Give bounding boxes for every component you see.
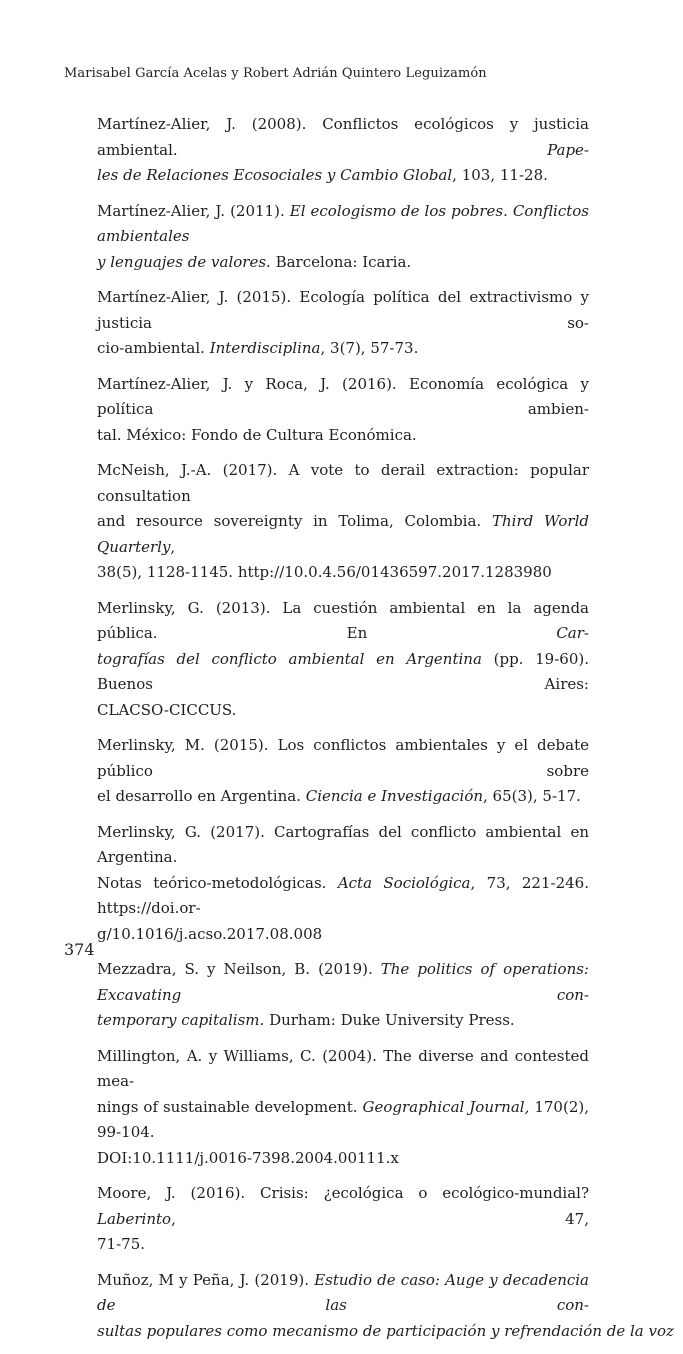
reference-italic-segment: Acta Sociológica <box>337 873 471 892</box>
reference-line <box>97 163 589 189</box>
reference-text-segment: el desarrollo en Argentina. <box>97 787 306 805</box>
reference-line <box>97 423 589 449</box>
reference-line <box>97 871 589 922</box>
reference-italic-segment: Laberinto <box>97 1209 172 1228</box>
reference-text-segment: Merlinsky, M. (2015). Los conflictos ambientales y el debate público sobre <box>97 736 589 780</box>
reference-text-segment: (pp. 19-60). Buenos Aires: <box>97 649 589 693</box>
reference-text-segment: 71-75. <box>97 1235 146 1253</box>
reference-line <box>97 1008 589 1034</box>
reference-entry <box>97 1268 674 1345</box>
reference-text-segment: , 65(3), 5-17. <box>483 787 581 805</box>
reference-text-segment: Moore, J. (2016). Crisis: ¿ecológica o ecológico-mundial? <box>97 1184 589 1202</box>
reference-line <box>97 112 589 163</box>
reference-italic-segment: El ecologismo de los pobres. Conflictos ambientales <box>97 201 589 245</box>
reference-text-segment: Barcelona: Icaria. <box>270 252 412 271</box>
reference-italic-segment: y lenguajes de valores. <box>97 252 271 271</box>
reference-entry <box>97 1044 589 1172</box>
reference-line <box>97 285 589 336</box>
reference-entry <box>97 596 589 724</box>
reference-line <box>97 1044 589 1095</box>
reference-italic-segment: Car- <box>556 624 589 642</box>
reference-text-segment: and resource sovereignty in Tolima, Colombia. <box>97 512 492 530</box>
reference-text-segment: tal. México: Fondo de Cultura Económica. <box>97 425 417 444</box>
reference-italic-segment: Ciencia e Investigación <box>305 787 484 805</box>
reference-entry <box>97 733 589 810</box>
reference-line <box>97 698 589 724</box>
reference-line <box>97 1268 589 1319</box>
reference-line <box>97 596 589 647</box>
reference-text-segment: Martínez-Alier, J. y Roca, J. (2016). Economía ecológica y política ambien- <box>97 374 589 418</box>
reference-line <box>97 1146 589 1172</box>
reference-italic-segment: sultas populares como mecanismo de participación y refrendación de la voz <box>97 1321 674 1340</box>
reference-text-segment: nings of sustainable development. <box>97 1097 363 1116</box>
reference-line <box>97 820 589 871</box>
reference-entry <box>97 199 589 276</box>
reference-italic-segment: The politics of operations: Excavating con- <box>97 960 589 1004</box>
reference-text-segment: Muñoz, M y Peña, J. (2019). <box>97 1270 315 1289</box>
reference-line <box>97 509 589 560</box>
reference-list <box>97 112 674 1354</box>
reference-entry <box>97 285 589 362</box>
reference-text-segment: 170(2), 99-104. <box>97 1097 589 1141</box>
reference-italic-segment: les de Relaciones Ecosociales y Cambio Global <box>97 166 453 184</box>
reference-text-segment: McNeish, J.-A. (2017). A vote to derail extraction: popular consultation <box>97 461 589 505</box>
reference-line <box>97 1181 589 1232</box>
reference-text-segment: , <box>170 537 176 556</box>
reference-line <box>97 560 589 586</box>
reference-text-segment: Notas teórico-metodológicas. <box>97 873 338 892</box>
reference-text-segment: Mezzadra, S. y Neilson, B. (2019). <box>97 960 381 978</box>
reference-entry <box>97 1181 589 1258</box>
reference-text-segment: Martínez-Alier, J. (2011). <box>97 201 290 220</box>
reference-text-segment: Martínez-Alier, J. (2008). Conflictos ecológicos y justicia ambiental. <box>97 115 589 159</box>
reference-entry <box>97 112 589 189</box>
reference-text-segment: DOI:10.1111/j.0016-7398.2004.00111.x <box>97 1148 399 1167</box>
reference-text-segment: CLACSO-CICCUS. <box>97 700 237 719</box>
reference-line <box>97 336 589 362</box>
reference-italic-segment: Interdisciplina <box>209 339 321 357</box>
reference-entry <box>97 957 589 1034</box>
reference-text-segment: 38(5), 1128-1145. http://10.0.4.56/01436597.2017.1283980 <box>97 563 552 581</box>
reference-line <box>97 199 589 250</box>
reference-line <box>97 957 589 1008</box>
reference-entry <box>97 372 589 449</box>
running-header: Marisabel García Acelas y Robert Adrián Quintero Leguizamón <box>64 66 487 81</box>
reference-text-segment: Durham: Duke University Press. <box>264 1011 515 1029</box>
reference-italic-segment: Pape- <box>547 140 589 159</box>
reference-line <box>97 1095 589 1146</box>
reference-text-segment: , 73, 221-246. https://doi.or- <box>97 873 589 917</box>
reference-text-segment: Merlinsky, G. (2017). Cartografías del conflicto ambiental en Argentina. <box>97 822 589 866</box>
reference-italic-segment: temporary capitalism. <box>97 1011 265 1029</box>
reference-text-segment: Martínez-Alier, J. (2015). Ecología política del extractivismo y justicia so- <box>97 288 589 332</box>
reference-line <box>97 1232 589 1258</box>
reference-line <box>97 922 589 948</box>
reference-text-segment: , 3(7), 57-73. <box>320 339 419 357</box>
reference-italic-segment: Third World Quarterly <box>97 512 589 556</box>
reference-text-segment: cio-ambiental. <box>97 339 210 357</box>
reference-line <box>97 647 589 698</box>
reference-line <box>97 250 589 276</box>
reference-italic-segment: tografías del conflicto ambiental en Argentina <box>97 649 482 668</box>
reference-line <box>97 458 589 509</box>
reference-text-segment: Merlinsky, G. (2013). La cuestión ambiental en la agenda pública. En <box>97 598 589 642</box>
reference-line <box>97 372 589 423</box>
reference-line <box>97 733 589 784</box>
reference-entry <box>97 820 589 948</box>
reference-entry <box>97 458 589 586</box>
reference-line <box>97 784 589 810</box>
reference-italic-segment: Estudio de caso: Auge y decadencia de las con- <box>97 1270 589 1314</box>
reference-text-segment: , 47, <box>171 1209 589 1228</box>
reference-line <box>97 1319 674 1345</box>
page-number: 374 <box>64 940 95 959</box>
reference-text-segment: g/10.1016/j.acso.2017.08.008 <box>97 924 323 943</box>
reference-text-segment: , 103, 11-28. <box>452 166 548 184</box>
reference-italic-segment: Geographical Journal, <box>362 1097 530 1116</box>
reference-text-segment: Millington, A. y Williams, C. (2004). The diverse and contested mea- <box>97 1046 589 1090</box>
